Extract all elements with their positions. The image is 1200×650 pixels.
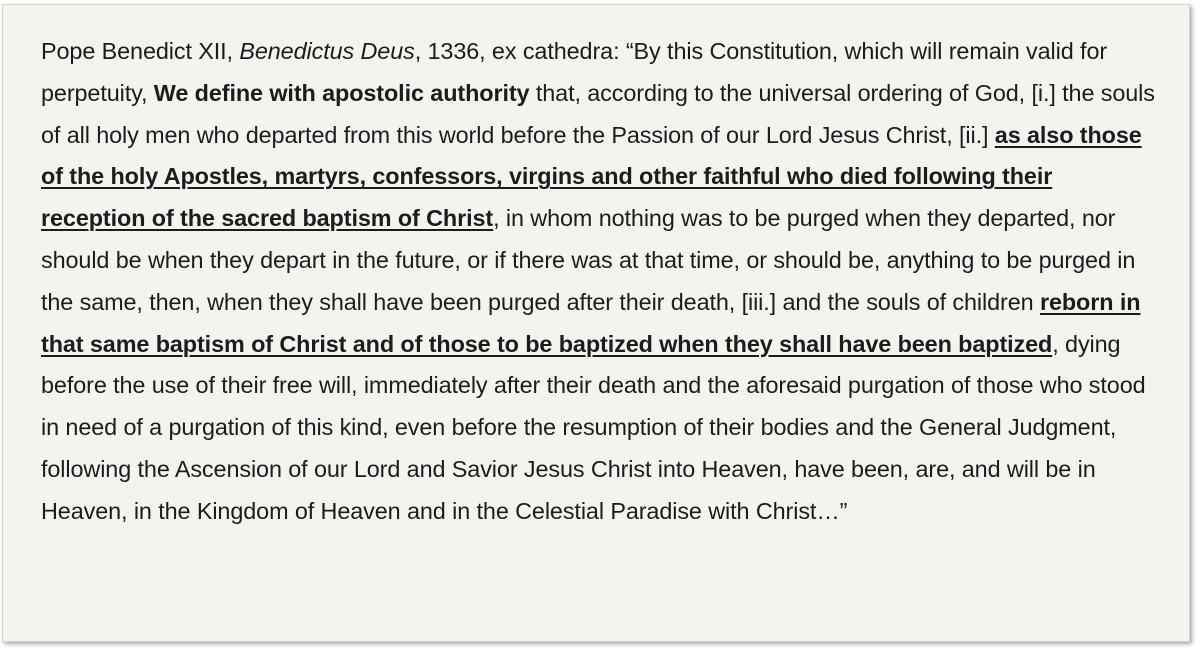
quote-card (2, 4, 1190, 642)
emphasis-bold: We define with apostolic authority (153, 79, 530, 106)
quote-segment: , 1336, ex cathedra: “By this Constitution, which will remain valid for perpetuity, (41, 38, 1108, 106)
quote-text (41, 31, 1156, 533)
quote-segment: , dying before the use of their free will, immediately after their death and the aforesaid purgation of those who stood in need of a purgation of this kind, even before the resumption of their bodies and the General Judgment, following the Ascension of our Lord and Savior Jesus Christ into Heaven, have been, are, and will be in Heaven, in the Kingdom of Heaven and in the Celestial Paradise with Christ…” (41, 330, 1146, 524)
emphasis-underlined: reborn in that same baptism of Christ and of those to be baptized when they shall have been baptized (41, 288, 1141, 357)
document-title: Benedictus Deus (239, 38, 415, 64)
emphasis-underlined: as also those of the holy Apostles, martyrs, confessors, virgins and other faithful who died following their reception of the sacred baptism of Christ (41, 121, 1142, 232)
quote-segment: that, according to the universal ordering of God, [i.] the souls of all holy men who departed from this world before the Passion of our Lord Jesus Christ, [ii.] (41, 79, 1155, 148)
quote-intro: Pope Benedict XII, (41, 38, 240, 64)
quote-segment: , in whom nothing was to be purged when they departed, nor should be when they depart in the future, or if there was at that time, or should be, anything to be purged in the same, then, when they shall have been purged after their death, [iii.] and the souls of children (41, 205, 1136, 315)
